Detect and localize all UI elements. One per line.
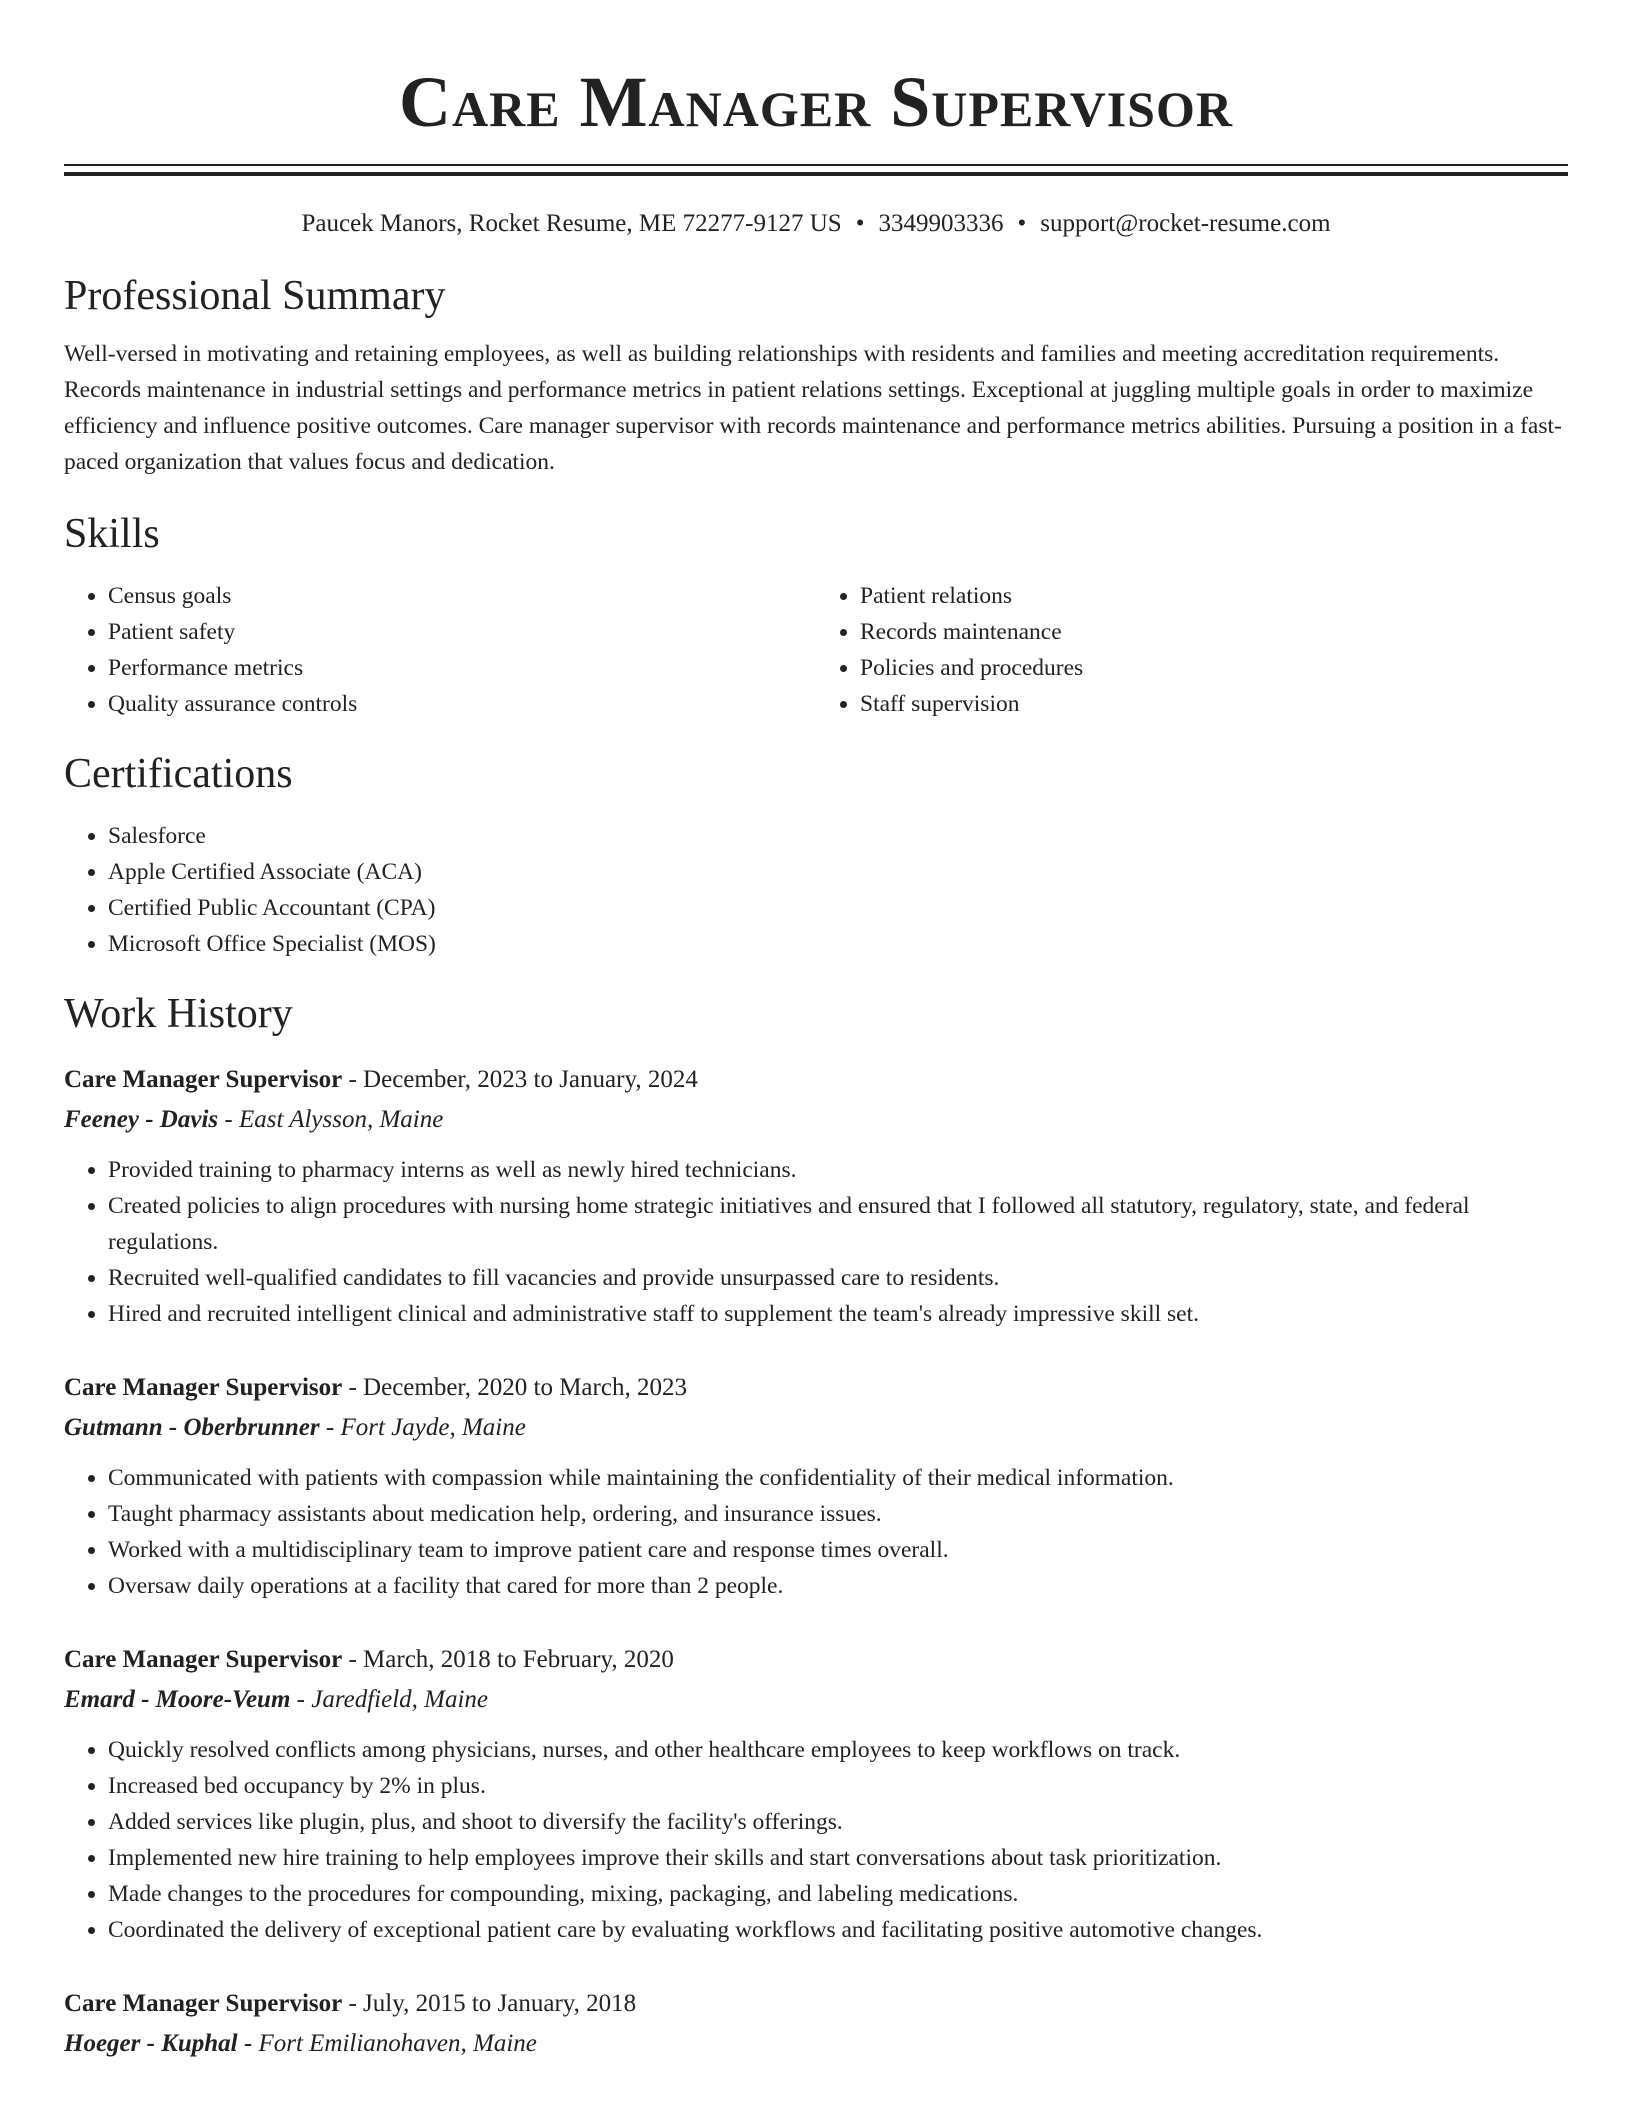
certifications-list bbox=[64, 818, 1568, 962]
skills-heading: Skills bbox=[64, 511, 160, 557]
job-duties bbox=[64, 1460, 1568, 1604]
job-dates: - March, 2018 to February, 2020 bbox=[342, 1646, 674, 1673]
certification-item: • Certified Public Accountant (CPA) bbox=[108, 890, 1568, 926]
company-name: Hoeger - Kuphal bbox=[64, 2030, 238, 2057]
contact-line bbox=[64, 208, 1568, 240]
job-duties bbox=[64, 1732, 1568, 1948]
job-duty-item: • Recruited well-qualified candidates to fill vacancies and provide unsurpassed care to residents. bbox=[108, 1260, 1568, 1296]
job-duty-item: • Added services like plugin, plus, and shoot to diversify the facility's offerings. bbox=[108, 1804, 1568, 1840]
job-duty-item: • Implemented new hire training to help employees improve their skills and start conversations about task prioritization. bbox=[108, 1840, 1568, 1876]
job-location: - Jaredfield, Maine bbox=[290, 1686, 489, 1713]
job-duty-item: • Coordinated the delivery of exceptional patient care by evaluating workflows and facilitating positive automotive changes. bbox=[108, 1912, 1568, 1948]
job-entry bbox=[64, 1984, 1568, 2064]
certification-item: • Microsoft Office Specialist (MOS) bbox=[108, 926, 1568, 962]
job-duty-item: • Created policies to align procedures with nursing home strategic initiatives and ensured that I followed all statutory, regulatory, state, and federal regulations. bbox=[108, 1188, 1568, 1260]
skills-section bbox=[64, 508, 1568, 722]
job-heading bbox=[64, 1060, 1568, 1100]
job-title: Care Manager Supervisor bbox=[64, 1066, 343, 1093]
job-dates: - December, 2020 to March, 2023 bbox=[342, 1374, 687, 1401]
skill-item: • Staff supervision bbox=[860, 686, 1568, 722]
company-name: Feeney - Davis bbox=[64, 1106, 219, 1133]
job-employer bbox=[64, 2024, 1568, 2064]
skill-item: • Policies and procedures bbox=[860, 650, 1568, 686]
bullet-separator: • bbox=[1017, 210, 1027, 237]
job-dates: - July, 2015 to January, 2018 bbox=[342, 1990, 637, 2017]
job-title: Care Manager Supervisor bbox=[64, 1990, 343, 2017]
work-history-section bbox=[64, 988, 1568, 2064]
contact-address: Paucek Manors, Rocket Resume, ME 72277-9127 US bbox=[301, 210, 842, 237]
contact-phone: 3349903336 bbox=[878, 210, 1004, 237]
job-duty-item: • Made changes to the procedures for compounding, mixing, packaging, and labeling medications. bbox=[108, 1876, 1568, 1912]
certification-item: • Apple Certified Associate (ACA) bbox=[108, 854, 1568, 890]
resume-title: Care Manager Supervisor bbox=[399, 62, 1233, 142]
skill-item: • Patient safety bbox=[108, 614, 816, 650]
job-heading bbox=[64, 1368, 1568, 1408]
certification-item: • Salesforce bbox=[108, 818, 1568, 854]
job-heading bbox=[64, 1984, 1568, 2024]
job-dates: - December, 2023 to January, 2024 bbox=[342, 1066, 698, 1093]
summary-section bbox=[64, 270, 1568, 480]
job-location: - Fort Jayde, Maine bbox=[319, 1414, 526, 1441]
bullet-separator: • bbox=[855, 210, 865, 237]
certifications-section bbox=[64, 748, 1568, 962]
job-employer bbox=[64, 1408, 1568, 1448]
job-duty-item: • Hired and recruited intelligent clinical and administrative staff to supplement the team's already impressive skill set. bbox=[108, 1296, 1568, 1332]
job-duty-item: • Communicated with patients with compassion while maintaining the confidentiality of their medical information. bbox=[108, 1460, 1568, 1496]
contact-email: support@rocket-resume.com bbox=[1040, 210, 1331, 237]
skill-item: • Records maintenance bbox=[860, 614, 1568, 650]
job-employer bbox=[64, 1100, 1568, 1140]
job-location: - Fort Emilianohaven, Maine bbox=[237, 2030, 537, 2057]
job-duty-item: • Quickly resolved conflicts among physicians, nurses, and other healthcare employees to keep workflows on track. bbox=[108, 1732, 1568, 1768]
skill-item: • Performance metrics bbox=[108, 650, 816, 686]
job-duty-item: • Worked with a multidisciplinary team to improve patient care and response times overall. bbox=[108, 1532, 1568, 1568]
job-title: Care Manager Supervisor bbox=[64, 1374, 343, 1401]
job-duty-item: • Taught pharmacy assistants about medication help, ordering, and insurance issues. bbox=[108, 1496, 1568, 1532]
skill-item: • Quality assurance controls bbox=[108, 686, 816, 722]
job-entry bbox=[64, 1640, 1568, 1948]
job-location: - East Alysson, Maine bbox=[218, 1106, 444, 1133]
job-duty-item: • Provided training to pharmacy interns as well as newly hired technicians. bbox=[108, 1152, 1568, 1188]
skill-item: • Patient relations bbox=[860, 578, 1568, 614]
title-divider bbox=[64, 164, 1568, 176]
skills-list-right bbox=[816, 578, 1568, 722]
skill-item: • Census goals bbox=[108, 578, 816, 614]
job-heading bbox=[64, 1640, 1568, 1680]
job-duty-item: • Oversaw daily operations at a facility that cared for more than 2 people. bbox=[108, 1568, 1568, 1604]
job-employer bbox=[64, 1680, 1568, 1720]
skills-grid bbox=[64, 578, 1568, 722]
certifications-heading: Certifications bbox=[64, 751, 293, 797]
company-name: Gutmann - Oberbrunner bbox=[64, 1414, 320, 1441]
job-entry bbox=[64, 1060, 1568, 1332]
work-history-heading: Work History bbox=[64, 991, 293, 1037]
job-duty-item: • Increased bed occupancy by 2% in plus. bbox=[108, 1768, 1568, 1804]
summary-heading: Professional Summary bbox=[64, 273, 446, 319]
summary-text: Well-versed in motivating and retaining employees, as well as building relationships with residents and families and meeting accreditation requirements. Records maintenance in industrial settings and performance metrics in patient relations settings. Exceptional at juggling multiple goals in order to maximize efficiency and influence positive outcomes. Care manager supervisor with records maintenance and performance metrics abilities. Pursuing a position in a fast-paced organization that values focus and dedication. bbox=[64, 341, 1562, 475]
job-title: Care Manager Supervisor bbox=[64, 1646, 343, 1673]
skills-list-left bbox=[64, 578, 816, 722]
company-name: Emard - Moore-Veum bbox=[64, 1686, 291, 1713]
job-entry bbox=[64, 1368, 1568, 1604]
job-duties bbox=[64, 1152, 1568, 1332]
